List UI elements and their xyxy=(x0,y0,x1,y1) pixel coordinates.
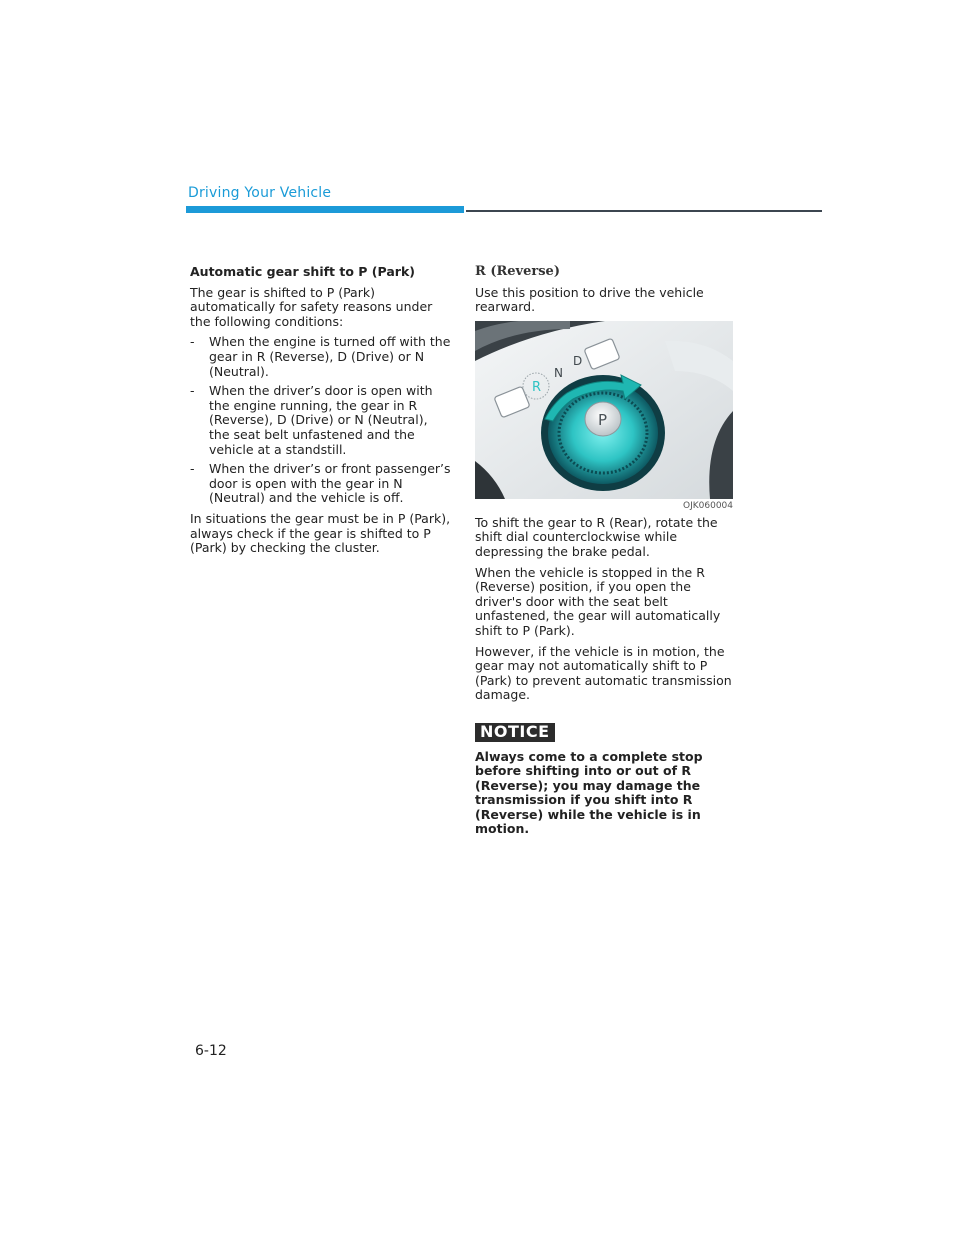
page-number: 6-12 xyxy=(195,1043,227,1059)
right-column xyxy=(475,265,737,843)
reverse-intro: Use this position to drive the vehicle rearward. xyxy=(475,284,704,315)
list-item-text: When the driver’s door is open with the engine running, the gear in R (Reverse), D (Drive) or N (Neutral), the seat belt unfastened and the vehicle at a standstill. xyxy=(209,383,433,457)
reverse-para-2: When the vehicle is stopped in the R (Reverse) position, if you open the driver's door with the seat belt unfastened, the gear will automatically shift to P (Park). xyxy=(475,564,721,638)
header-accent-bar xyxy=(186,206,464,213)
header-rule xyxy=(466,210,822,212)
list-item-text: When the driver’s or front passenger’s door is open with the gear in N (Neutral) and the vehicle is off. xyxy=(209,461,451,506)
list-dash: - xyxy=(190,334,195,350)
figure-code: OJK060004 xyxy=(683,500,733,511)
dial-label-d: D xyxy=(573,353,583,368)
auto-park-outro: In situations the gear must be in P (Park), always check if the gear is shifted to P (Park) by checking the cluster. xyxy=(190,510,451,556)
list-dash: - xyxy=(190,383,195,399)
auto-park-intro: The gear is shifted to P (Park) automatically for safety reasons under the following conditions: xyxy=(190,284,433,329)
notice-badge: NOTICE xyxy=(475,723,555,742)
list-item xyxy=(190,335,452,379)
notice-text: Always come to a complete stop before shifting into or out of R (Reverse); you may damage the transmission if you shift into R (Reverse) while the vehicle is in motion. xyxy=(475,748,703,837)
dial-label-p: P xyxy=(598,410,608,429)
list-item-text: When the engine is turned off with the gear in R (Reverse), D (Drive) or N (Neutral). xyxy=(209,334,451,379)
dial-label-n: N xyxy=(554,365,563,380)
left-column xyxy=(190,265,452,562)
reverse-para-3: However, if the vehicle is in motion, the gear may not automatically shift to P (Park) to prevent automatic transmission damage. xyxy=(475,643,732,703)
list-dash: - xyxy=(190,461,195,477)
dial-label-r: R xyxy=(532,379,542,395)
section-title: Driving Your Vehicle xyxy=(188,185,332,201)
shift-dial-illustration xyxy=(475,321,733,499)
list-item xyxy=(190,384,452,457)
auto-park-subhead: Automatic gear shift to P (Park) xyxy=(190,264,415,279)
reverse-heading: R (Reverse) xyxy=(475,264,560,279)
shift-dial-figure xyxy=(475,321,733,499)
reverse-para-1: To shift the gear to R (Rear), rotate the shift dial counterclockwise while depressing the brake pedal. xyxy=(475,514,718,559)
condition-list xyxy=(190,335,452,506)
list-item xyxy=(190,462,452,506)
